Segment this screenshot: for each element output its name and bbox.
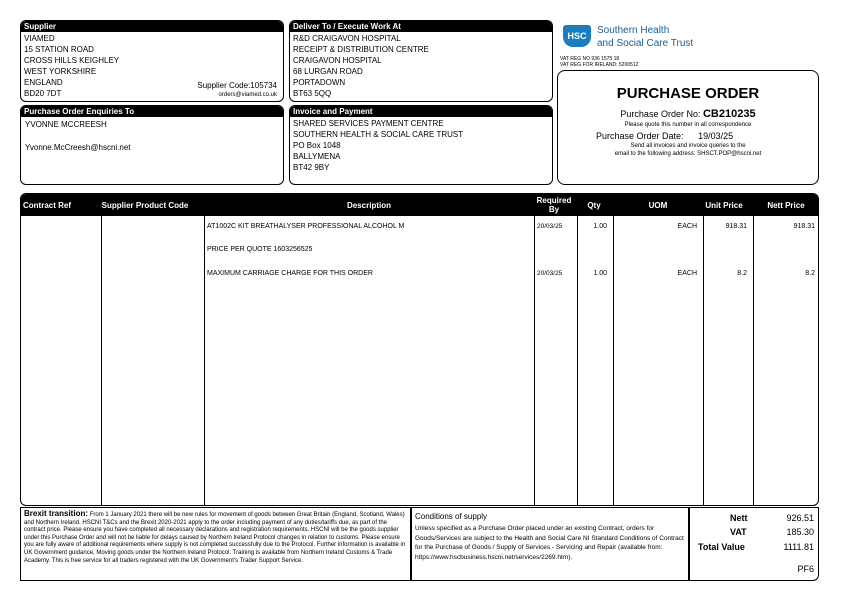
supplier-line: 15 STATION ROAD	[24, 45, 94, 54]
column-divider	[753, 216, 754, 505]
row2-description: PRICE PER QUOTE 1603256525	[207, 246, 313, 253]
deliver-line: RECEIPT & DISTRIBUTION CENTRE	[293, 45, 429, 54]
row3-nett-price: 8.2	[805, 270, 815, 277]
invoice-line: SHARED SERVICES PAYMENT CENTRE	[293, 119, 444, 128]
deliver-line: CRAIGAVON HOSPITAL	[293, 56, 382, 65]
items-table	[20, 193, 819, 506]
po-email-note1: Send all invoices and invoice queries to the	[630, 143, 746, 149]
po-number-row	[558, 108, 818, 120]
totals-box	[689, 507, 819, 581]
brexit-title: Brexit transition:	[24, 509, 89, 518]
row3-required: 20/03/25	[537, 270, 563, 277]
vat-reg-1: VAT REG NO 936 1575 18	[560, 56, 620, 62]
page-code: PF6	[797, 564, 814, 574]
supplier-header: Supplier	[21, 21, 283, 32]
po-title: PURCHASE ORDER	[616, 85, 760, 102]
supplier-line: CROSS HILLS KEIGHLEY	[24, 56, 120, 65]
hsc-logo-icon: HSC	[563, 25, 591, 47]
total-value: 1111.81	[783, 542, 814, 552]
nett-label: Nett	[730, 513, 748, 523]
column-divider	[703, 216, 704, 505]
conditions-title: Conditions of supply	[415, 512, 488, 521]
deliver-line: BT63 5QQ	[293, 89, 332, 98]
po-date: 19/03/25	[698, 131, 734, 141]
brexit-box	[20, 507, 411, 581]
row1-description: AT1002C KIT BREATHALYSER PROFESSIONAL ALCOHOL M	[207, 223, 405, 230]
supplier-code: Supplier Code:105734	[197, 81, 277, 90]
po-date-label: Purchase Order Date:	[596, 131, 684, 141]
row1-required: 20/03/25	[537, 223, 563, 230]
invoice-address	[290, 117, 552, 173]
header-required-by: Required By	[536, 196, 572, 214]
row3-description: MAXIMUM CARRIAGE CHARGE FOR THIS ORDER	[207, 270, 373, 277]
deliver-box	[289, 20, 553, 102]
row3-qty: 1.00	[593, 270, 607, 277]
deliver-line: PORTADOWN	[293, 78, 346, 87]
invoice-line: BALLYMENA	[293, 152, 341, 161]
enquiries-email[interactable]: Yvonne.McCreesh@hscni.net	[25, 143, 131, 152]
invoice-box	[289, 105, 553, 185]
deliver-header: Deliver To / Execute Work At	[290, 21, 552, 32]
enquiries-header: Purchase Order Enquiries To	[21, 106, 283, 117]
supplier-line: WEST YORKSHIRE	[24, 67, 97, 76]
column-divider	[101, 216, 102, 505]
column-divider	[577, 216, 578, 505]
row1-nett-price: 918.31	[793, 223, 815, 230]
po-email-note2: email to the following address: SHSCT.POP@hscni.net	[614, 151, 762, 157]
total-label: Total Value	[698, 542, 745, 552]
deliver-address	[290, 32, 552, 99]
vat-value: 185.30	[786, 527, 814, 537]
vat-label: VAT	[730, 527, 747, 537]
enquiries-name: YVONNE MCCREESH	[25, 120, 107, 129]
invoice-header: Invoice and Payment	[290, 106, 552, 117]
column-divider	[534, 216, 535, 505]
logo-line2: and Social Care Trust	[597, 38, 694, 49]
supplier-email[interactable]: orders@viamed.co.uk	[218, 92, 277, 98]
column-divider	[204, 216, 205, 505]
enquiries-box	[20, 105, 284, 185]
header-unit-price: Unit Price	[705, 200, 743, 210]
supplier-line: ENGLAND	[24, 78, 63, 87]
header-contract-ref: Contract Ref	[22, 200, 71, 210]
conditions-box	[411, 507, 689, 581]
header-supplier-code: Supplier Product Code	[101, 200, 189, 210]
po-title-box	[557, 70, 819, 185]
supplier-box	[20, 20, 284, 102]
brexit-text: From 1 January 2021 there will be new rules for movement of goods between Great Britain (England, Scotland, Wales) and Northern Ireland. HSCNI T&Cs and the Brexit 2020-2021 apply to the order including payment of any duties/tariffs due, as part of the contract price. Please ensure you have completed all necessary declarations and registration requirements. HSCNI will be the goods supplier under this Purchase Order and will not be liable for delays caused by Northern Ireland Protocol changes in relation to customs. Please ensure you are fully aware of additional requirements where supply is not completed successfully due to the Protocol. Further information is available in UK Government guidance, Moving goods under the Northern Ireland Protocol. Training is available from Northern Ireland Customs & Trade Academy. This is free service for all traders registered with the UK Government's Trader Support Service.	[24, 512, 406, 564]
deliver-line: R&D CRAIGAVON HOSPITAL	[293, 34, 401, 43]
po-date-row	[596, 131, 733, 141]
supplier-line: VIAMED	[24, 34, 55, 43]
invoice-line: SOUTHERN HEALTH & SOCIAL CARE TRUST	[293, 130, 464, 139]
logo-line1: Southern Health	[597, 25, 670, 36]
row1-unit-price: 918.31	[725, 223, 747, 230]
invoice-line: BT42 9BY	[293, 163, 330, 172]
po-quote-note: Please quote this number in all correspondence	[624, 122, 752, 128]
nett-value: 926.51	[786, 513, 814, 523]
po-number-label: Purchase Order No:	[620, 109, 701, 119]
row1-qty: 1.00	[593, 223, 607, 230]
row3-unit-price: 8.2	[737, 270, 747, 277]
column-divider	[613, 216, 614, 505]
vat-reg-2: VAT REG FOR IRELAND: 5200512	[560, 62, 639, 68]
header-uom: UOM	[648, 200, 668, 210]
conditions-text: Unless specified as a Purchase Order placed under an existing Contract, orders for Goods/Services are subject to the Health and Social Care NI Standard Conditions of Contract for the Purchase of Goods / Supply of Services - Servicing and Repair (available from: https://www.hscbusiness.hscni.net/services/2269.htm).	[415, 525, 684, 561]
header-nett-price: Nett Price	[767, 200, 805, 210]
po-number: CB210235	[702, 108, 756, 120]
supplier-line: BD20 7DT	[24, 89, 62, 98]
invoice-line: PO Box 1048	[293, 141, 341, 150]
row1-uom: EACH	[677, 223, 697, 230]
header-qty: Qty	[587, 200, 601, 210]
row3-uom: EACH	[677, 270, 697, 277]
header-description: Description	[346, 200, 391, 210]
deliver-line: 68 LURGAN ROAD	[293, 67, 363, 76]
